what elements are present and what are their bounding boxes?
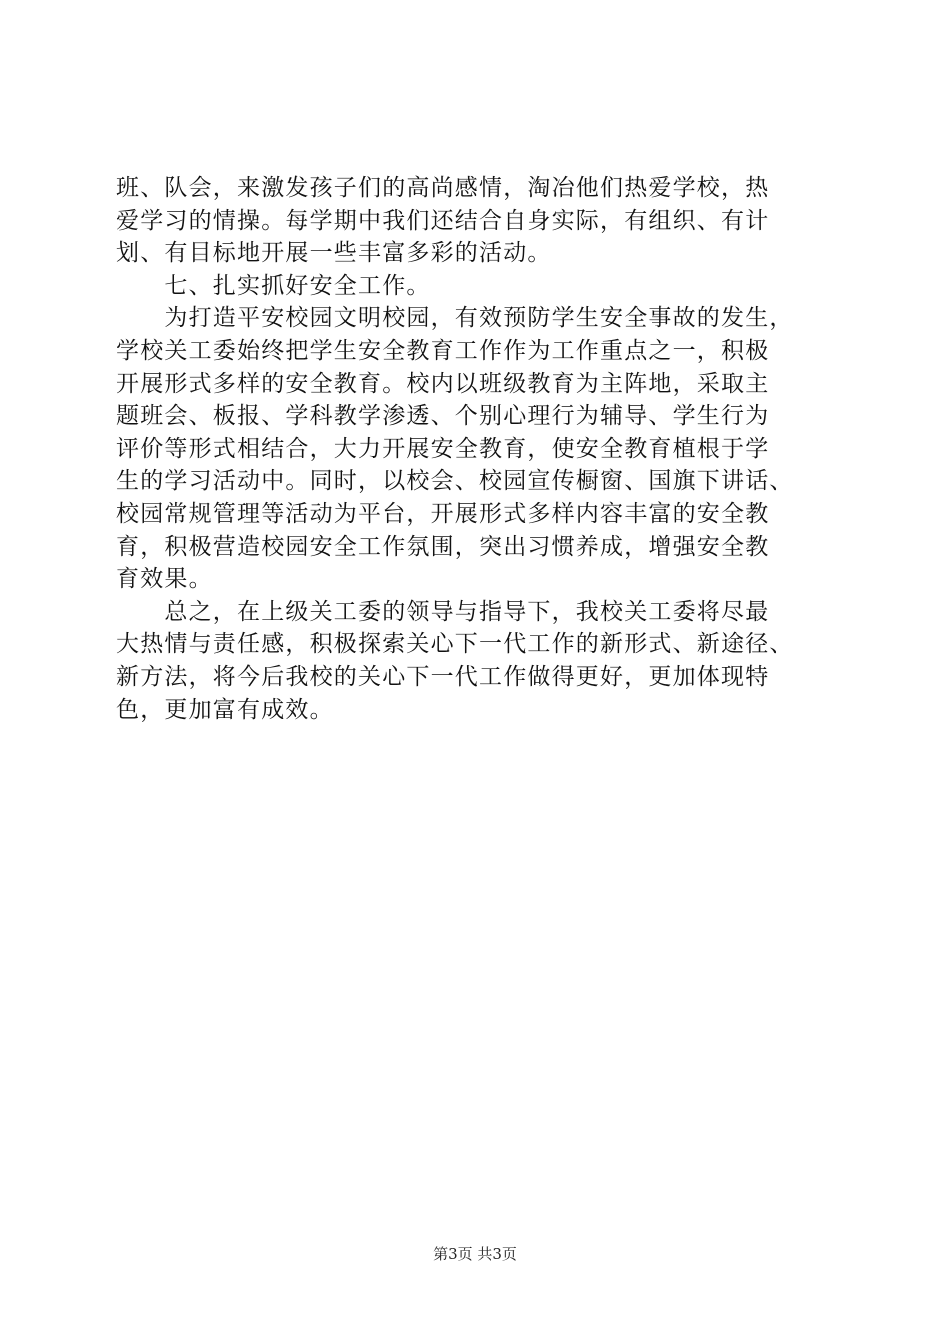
text-line: 学校关工委始终把学生安全教育工作作为工作重点之一，积极 xyxy=(116,337,770,364)
text-line: 划、有目标地开展一些丰富多彩的活动。 xyxy=(116,240,552,267)
text-line: 校园常规管理等活动为平台，开展形式多样内容丰富的安全教 xyxy=(116,500,770,527)
text-line: 总之，在上级关工委的领导与指导下，我校关工委将尽最 xyxy=(116,598,770,625)
text-line: 为打造平安校园文明校园，有效预防学生安全事故的发生， xyxy=(116,305,794,332)
text-line: 色，更加富有成效。 xyxy=(116,696,334,723)
text-line: 开展形式多样的安全教育。校内以班级教育为主阵地，采取主 xyxy=(116,370,770,397)
body-text xyxy=(116,172,834,726)
section-heading: 七、扎实抓好安全工作。 xyxy=(116,272,431,299)
text-line: 育，积极营造校园安全工作氛围，突出习惯养成，增强安全教 xyxy=(116,533,770,560)
text-line: 育效果。 xyxy=(116,566,213,593)
text-line: 班、队会，来激发孩子们的高尚感情，淘冶他们热爱学校，热 xyxy=(116,175,770,201)
text-line: 大热情与责任感，积极探索关心下一代工作的新形式、新途径、 xyxy=(116,631,794,658)
text-line: 评价等形式相结合，大力开展安全教育，使安全教育植根于学 xyxy=(116,435,770,462)
page-footer: 第3页 共3页 xyxy=(433,1245,517,1263)
text-line: 题班会、板报、学科教学渗透、个别心理行为辅导、学生行为 xyxy=(116,403,770,430)
text-line: 爱学习的情操。每学期中我们还结合自身实际，有组织、有计 xyxy=(116,207,770,234)
text-line: 新方法，将今后我校的关心下一代工作做得更好，更加体现特 xyxy=(116,663,770,690)
text-line: 生的学习活动中。同时，以校会、校园宣传橱窗、国旗下讲话、 xyxy=(116,468,794,495)
